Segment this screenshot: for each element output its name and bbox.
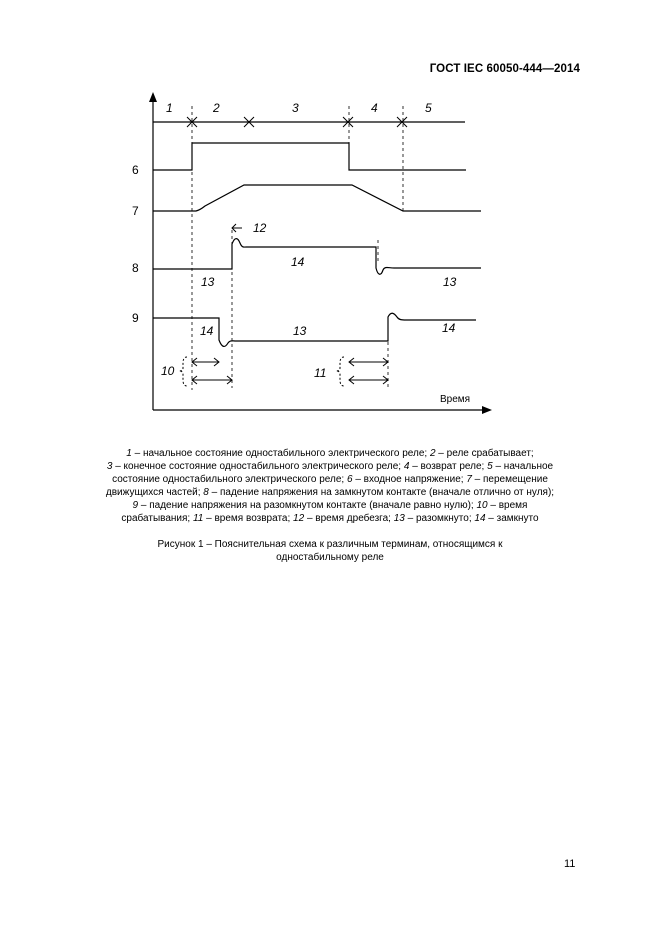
signal-label-8: 8 [132, 261, 139, 275]
operate-time-label: 10 [161, 364, 175, 378]
phase-label-1: 1 [166, 101, 173, 115]
phase-label-4: 4 [371, 101, 378, 115]
signal-label-9: 9 [132, 311, 139, 325]
state-label-open: 13 [443, 275, 457, 289]
signal-label-7: 7 [132, 204, 139, 218]
state-label-closed: 14 [442, 321, 456, 335]
phase-label-3: 3 [292, 101, 299, 115]
state-label-closed: 14 [200, 324, 214, 338]
motion-trace [153, 185, 481, 211]
caption-line: Рисунок 1 – Пояснительная схема к различным терминам, относящимся к [157, 539, 503, 550]
figure-legend [60, 447, 600, 525]
x-axis-label: Время [440, 394, 471, 405]
bounce-time-marker [232, 224, 242, 232]
legend-line: движущихся частей; 8 – падение напряжения на замкнутом контакте (вначале отлично от нуля); [105, 487, 555, 498]
bounce-time-label: 12 [253, 221, 267, 235]
standard-header: ГОСТ IEC 60050-444—2014 [429, 63, 580, 75]
input-voltage-trace [153, 143, 466, 170]
legend-line: срабатывания; 11 – время возврата; 12 – время дребезга; 13 – разомкнуто; 14 – замкнуто [121, 513, 539, 524]
closed-contact-trace [153, 239, 481, 275]
legend-line: состояние одностабильного электрического реле; 6 – входное напряжение; 7 – перемещение [112, 474, 548, 485]
state-label-open: 13 [293, 324, 307, 338]
operate-time-dimension [179, 357, 232, 386]
figure-caption [100, 538, 560, 564]
page-number: 11 [564, 858, 576, 870]
state-label-closed: 14 [291, 255, 305, 269]
timing-diagram [0, 0, 661, 440]
phase-label-2: 2 [213, 101, 220, 115]
phase-label-5: 5 [425, 101, 432, 115]
y-axis-arrow [149, 92, 157, 102]
legend-line: 3 – конечное состояние одностабильного электрического реле; 4 – возврат реле; 5 – начальное [106, 461, 554, 472]
release-time-dimension [336, 357, 388, 386]
signal-label-6: 6 [132, 163, 139, 177]
release-time-label: 11 [314, 366, 327, 380]
legend-line: 1 – начальное состояние одностабильного электрического реле; 2 – реле срабатывает; [126, 448, 534, 459]
caption-line: одностабильному реле [276, 552, 384, 563]
legend-line: 9 – падение напряжения на разомкнутом контакте (вначале равно нулю); 10 – время [132, 500, 528, 511]
state-label-open: 13 [201, 275, 215, 289]
x-axis-arrow [482, 406, 492, 414]
